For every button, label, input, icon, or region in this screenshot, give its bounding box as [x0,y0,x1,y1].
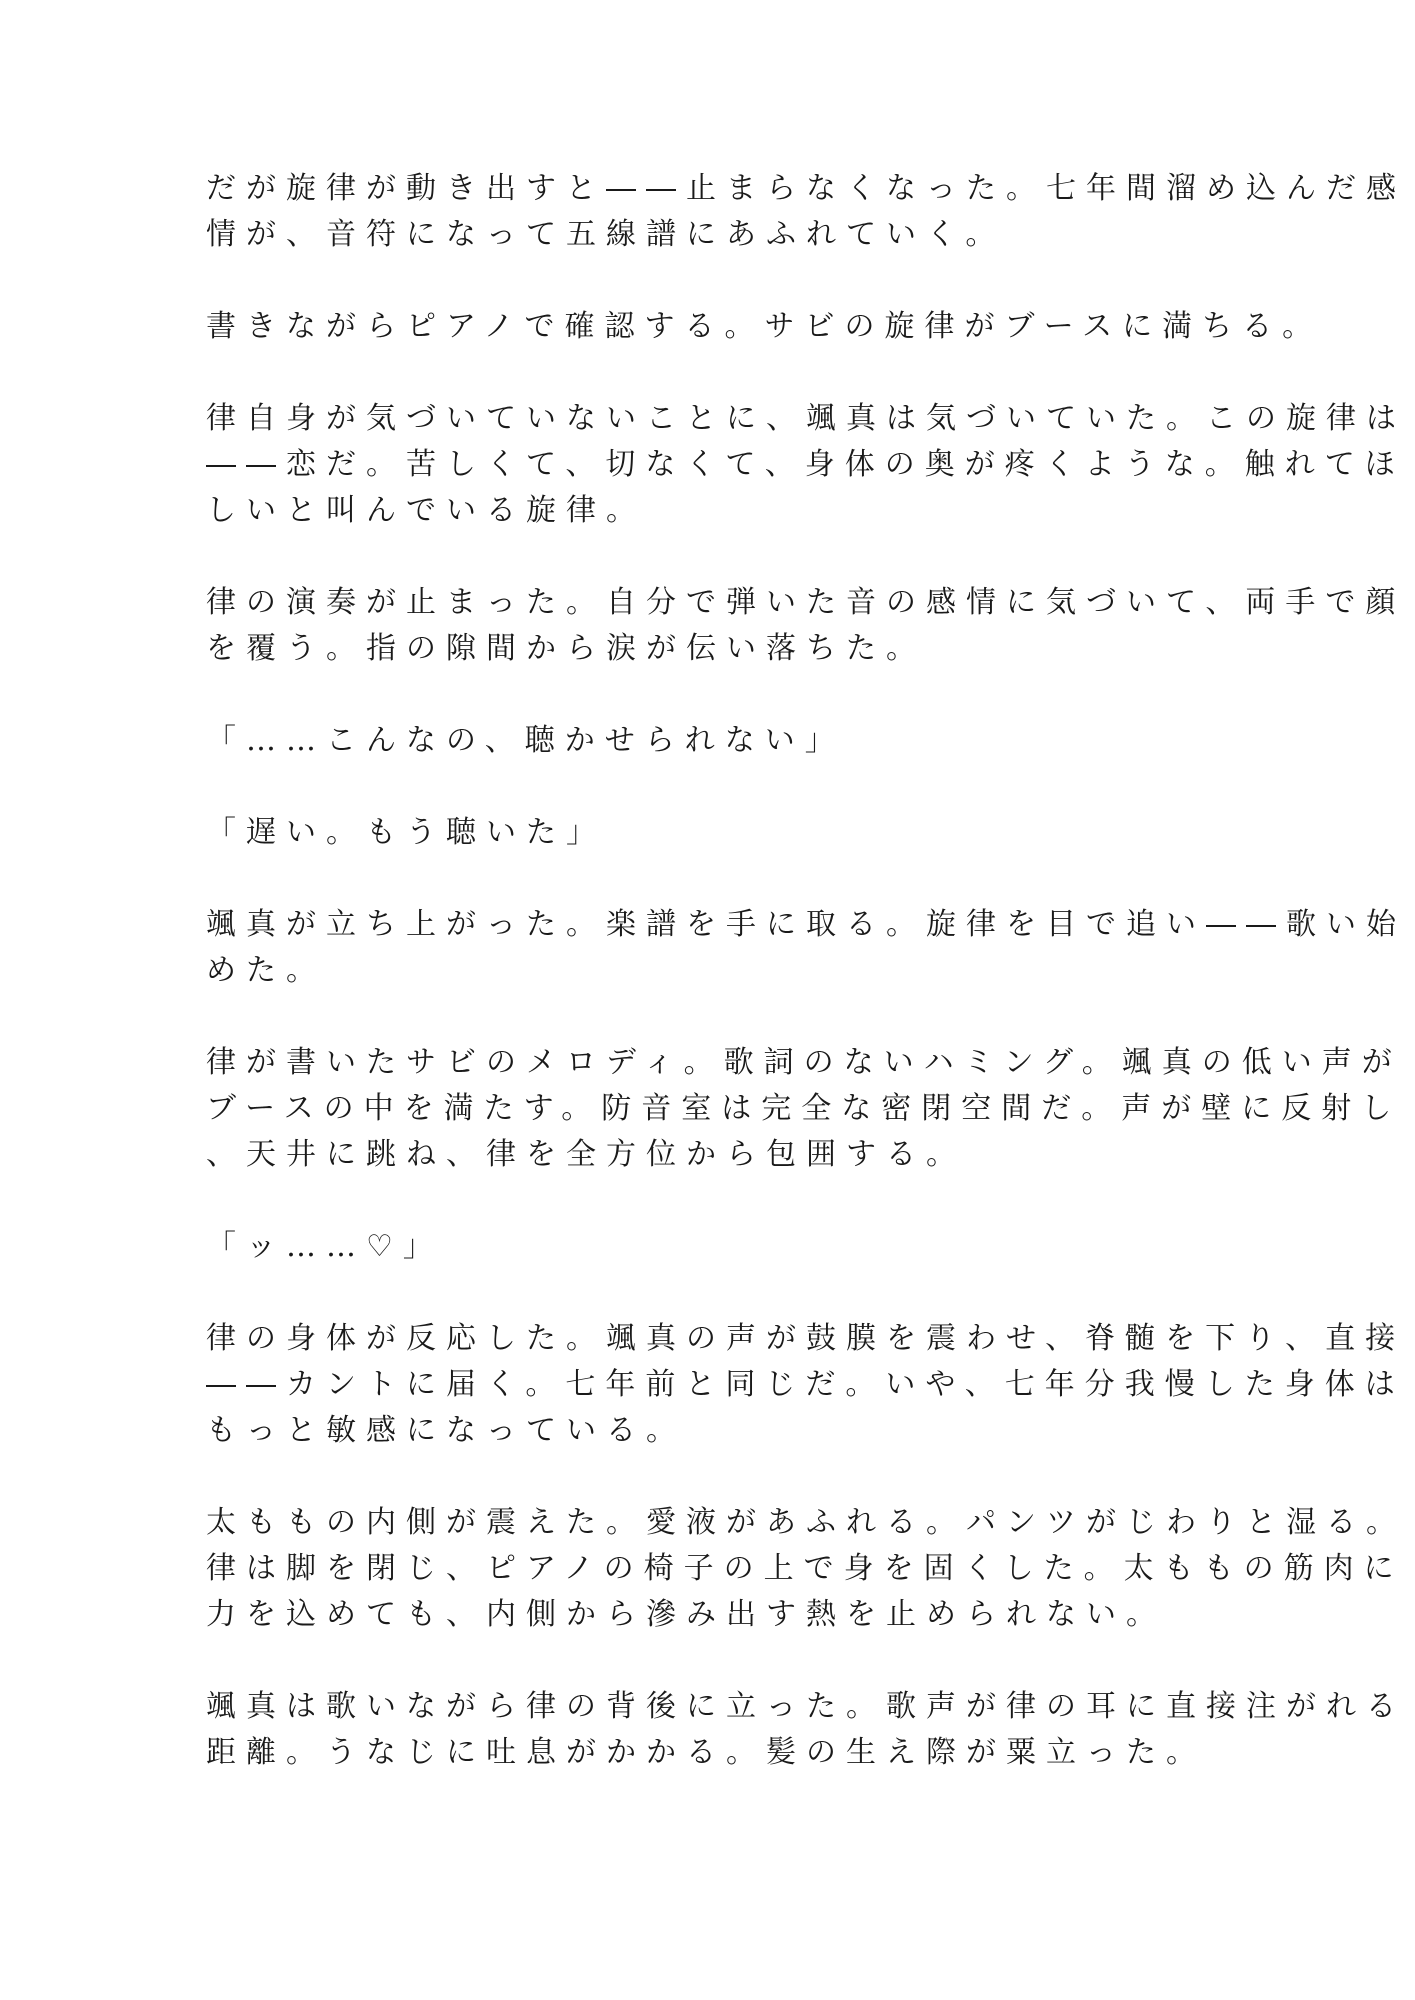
paragraph [206,396,1406,534]
text-line: 情が、音符になって五線譜にあふれていく。 [206,217,1006,252]
text-line: 律自身が気づいていないことに、颯真は気づいていた。この旋律は [206,401,1406,436]
paragraph [206,580,1406,672]
text-line: めた。 [206,953,326,988]
text-line: 律が書いたサビのメロディ。歌詞のないハミング。颯真の低い声が [206,1045,1402,1080]
paragraph [206,1500,1406,1638]
text-line: ブースの中を満たす。防音室は完全な密閉空間だ。声が壁に反射し [206,1091,1402,1126]
paragraph [206,1040,1402,1178]
dialogue-line: 「ッ……♡」 [206,1229,443,1264]
text-line: を覆う。指の隙間から涙が伝い落ちた。 [206,631,926,666]
text-line: 颯真は歌いながら律の背後に立った。歌声が律の耳に直接注がれる [206,1689,1406,1724]
dialogue-paragraph [206,718,1206,764]
text-line: ――カントに届く。七年前と同じだ。いや、七年分我慢した身体は [206,1367,1405,1402]
dialogue-paragraph [206,810,1206,856]
text-line: 、天井に跳ね、律を全方位から包囲する。 [206,1137,966,1172]
text-line: しいと叫んでいる旋律。 [206,493,646,528]
text-line: 力を込めても、内側から滲み出す熱を止められない。 [206,1597,1166,1632]
paragraph [206,902,1406,994]
text-line: だが旋律が動き出すと――止まらなくなった。七年間溜め込んだ感 [206,171,1406,206]
paragraph [206,1684,1406,1776]
paragraph [206,304,1323,350]
text-line: 颯真が立ち上がった。楽譜を手に取る。旋律を目で追い――歌い始 [206,907,1406,942]
paragraph [206,166,1406,258]
text-line: 律の演奏が止まった。自分で弾いた音の感情に気づいて、両手で顔 [206,585,1406,620]
dialogue-line: 「遅い。もう聴いた」 [206,815,606,850]
dialogue-line: 「……こんなの、聴かせられない」 [206,723,845,758]
paragraph [206,1316,1406,1454]
text-line: 距離。うなじに吐息がかかる。髪の生え際が粟立った。 [206,1735,1206,1770]
text-line: 書きながらピアノで確認する。サビの旋律がブースに満ちる。 [206,309,1323,344]
dialogue-paragraph [206,1224,1206,1270]
text-line: ――恋だ。苦しくて、切なくて、身体の奥が疼くような。触れてほ [206,447,1405,482]
text-line: もっと敏感になっている。 [206,1413,686,1448]
text-line: 律の身体が反応した。颯真の声が鼓膜を震わせ、脊髄を下り、直接 [206,1321,1406,1356]
text-line: 律は脚を閉じ、ピアノの椅子の上で身を固くした。太ももの筋肉に [206,1551,1404,1586]
text-line: 太ももの内側が震えた。愛液があふれる。パンツがじわりと湿る。 [206,1505,1406,1540]
document-body [206,166,1406,1822]
